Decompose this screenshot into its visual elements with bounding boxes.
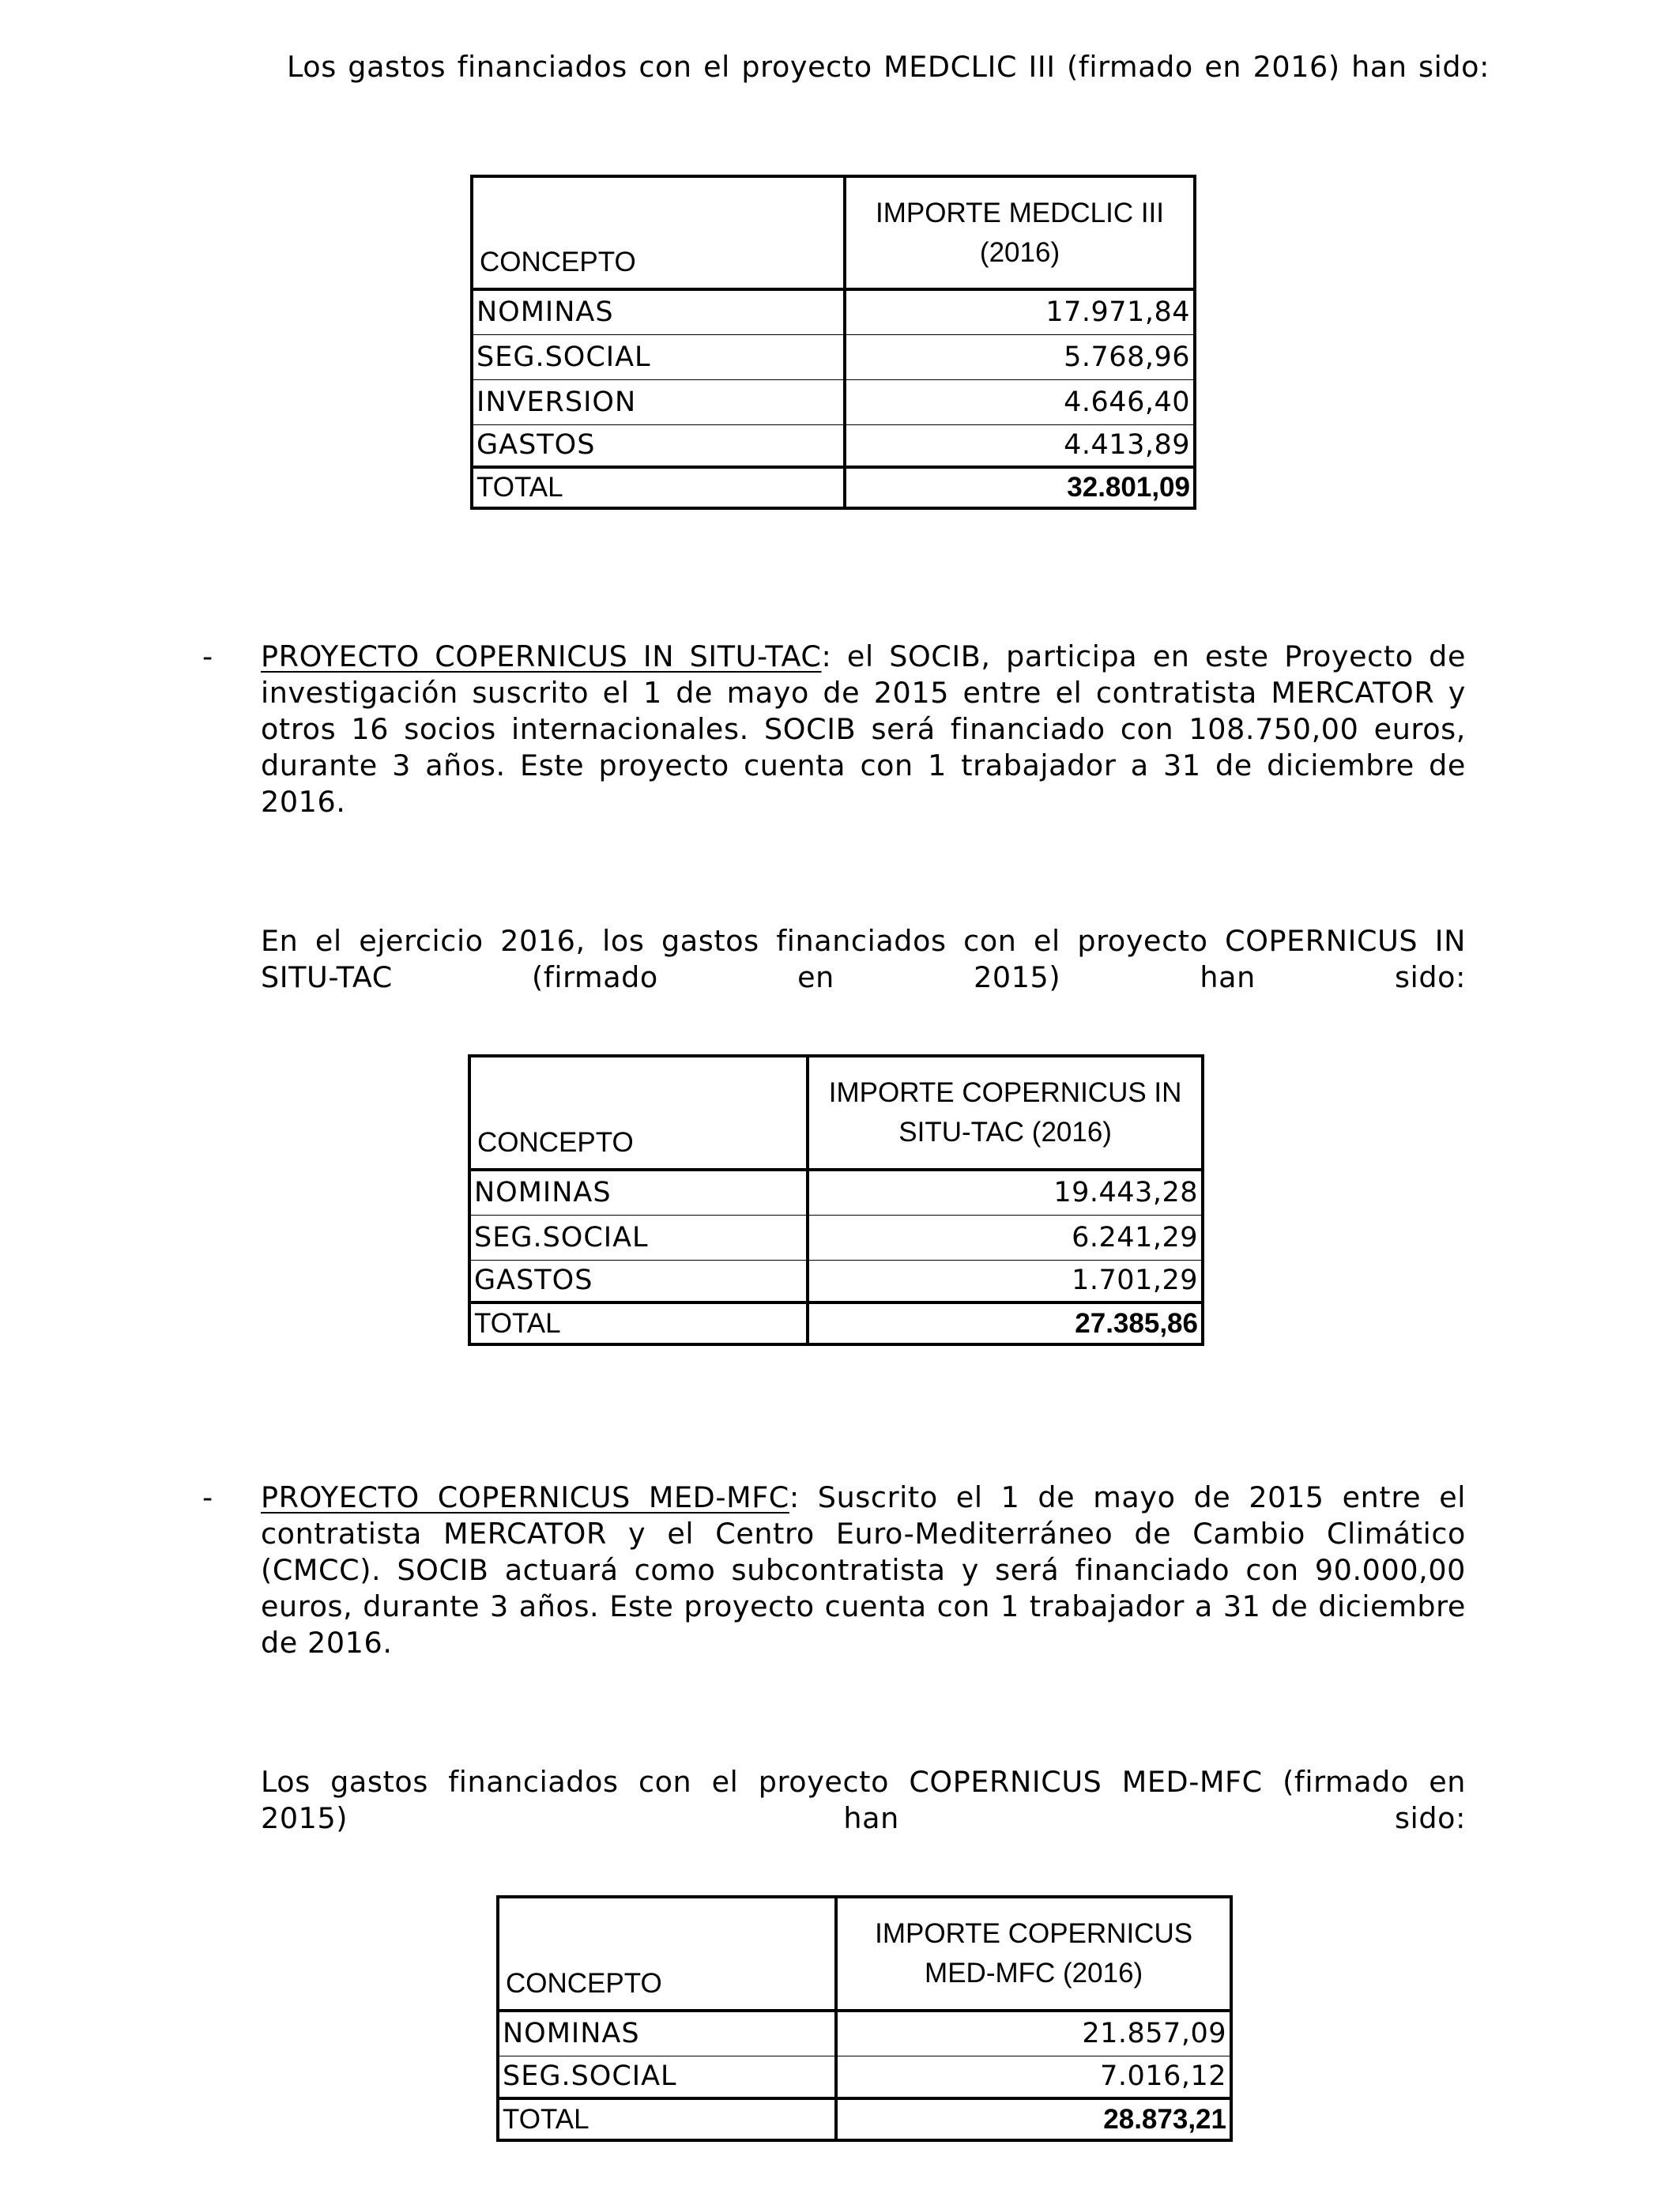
table-header-row xyxy=(469,1056,1203,1170)
table-header-row xyxy=(498,1897,1231,2011)
concept-cell: SEG.SOCIAL xyxy=(472,334,845,379)
total-amount-cell: 27.385,86 xyxy=(808,1302,1203,1344)
total-label-cell: TOTAL xyxy=(472,467,845,508)
table-row xyxy=(472,379,1195,424)
insitu-description-paragraph xyxy=(261,639,1466,820)
amount-cell: 7.016,12 xyxy=(836,2056,1231,2098)
table-header-row xyxy=(472,176,1195,289)
concept-cell: GASTOS xyxy=(469,1260,808,1302)
concept-cell: GASTOS xyxy=(472,424,845,467)
concept-column-header: CONCEPTO xyxy=(469,1056,808,1170)
total-label-cell: TOTAL xyxy=(498,2098,836,2140)
amount-cell: 5.768,96 xyxy=(845,334,1195,379)
concept-cell: INVERSION xyxy=(472,379,845,424)
table-row xyxy=(498,2056,1231,2098)
amount-cell: 17.971,84 xyxy=(845,289,1195,334)
table-row xyxy=(469,1215,1203,1260)
total-amount-cell: 28.873,21 xyxy=(836,2098,1231,2140)
insitu-intro-paragraph: En el ejercicio 2016, los gastos financiados con el proyecto COPERNICUS IN SITU-TAC (firmado en 2015) han sido: xyxy=(261,924,1466,994)
total-label-cell: TOTAL xyxy=(469,1302,808,1344)
amount-cell: 4.413,89 xyxy=(845,424,1195,467)
table-row xyxy=(472,289,1195,334)
concept-cell: NOMINAS xyxy=(498,2011,836,2056)
concept-cell: NOMINAS xyxy=(469,1170,808,1215)
table-row xyxy=(469,1170,1203,1215)
concept-column-header: CONCEPTO xyxy=(498,1897,836,2011)
medmfc-description-paragraph xyxy=(261,1480,1466,1661)
amount-column-header: IMPORTE COPERNICUS IN SITU-TAC (2016) xyxy=(808,1056,1203,1170)
medmfc-description-text: : Suscrito el 1 de mayo de 2015 entre el contratista MERCATOR y el Centro Euro-Mediterráneo de Cambio Climático (CMCC). SOCIB actuará como subcontratista y será financiado con 90.000,00 euros, durante 3 años. Este proyecto cuenta con 1 trabajador a 31 de diciembre de 2016. xyxy=(261,1480,1466,1660)
bullet-dash: - xyxy=(202,639,213,673)
table-row xyxy=(498,2011,1231,2056)
table-row xyxy=(469,1260,1203,1302)
insitu-description-text: : el SOCIB, participa en este Proyecto de investigación suscrito el 1 de mayo de 2015 entre el contratista MERCATOR y otros 16 socios internacionales. SOCIB será financiado con 108.750,00 euros, durante 3 años. Este proyecto cuenta con 1 trabajador a 31 de diciembre de 2016. xyxy=(261,639,1466,819)
concept-cell: SEG.SOCIAL xyxy=(498,2056,836,2098)
medmfc-intro-paragraph: Los gastos financiados con el proyecto COPERNICUS MED-MFC (firmado en 2015) han sido: xyxy=(261,1765,1466,1835)
amount-cell: 21.857,09 xyxy=(836,2011,1231,2056)
concept-cell: SEG.SOCIAL xyxy=(469,1215,808,1260)
amount-column-header: IMPORTE COPERNICUS MED-MFC (2016) xyxy=(836,1897,1231,2011)
amount-cell: 6.241,29 xyxy=(808,1215,1203,1260)
amount-cell: 1.701,29 xyxy=(808,1260,1203,1302)
insitu-expenses-table xyxy=(468,1054,1204,1346)
medmfc-project-title: PROYECTO COPERNICUS MED-MFC xyxy=(261,1480,789,1514)
bullet-dash: - xyxy=(202,1480,213,1514)
table-row xyxy=(472,424,1195,467)
concept-cell: NOMINAS xyxy=(472,289,845,334)
medclic-expenses-table xyxy=(470,175,1196,510)
total-amount-cell: 32.801,09 xyxy=(845,467,1195,508)
concept-column-header: CONCEPTO xyxy=(472,176,845,289)
amount-cell: 19.443,28 xyxy=(808,1170,1203,1215)
intro-medclic-paragraph: Los gastos financiados con el proyecto MEDCLIC III (firmado en 2016) han sido: xyxy=(287,50,1490,84)
insitu-project-title: PROYECTO COPERNICUS IN SITU-TAC xyxy=(261,639,822,673)
medmfc-expenses-table xyxy=(496,1895,1233,2142)
amount-cell: 4.646,40 xyxy=(845,379,1195,424)
table-total-row xyxy=(472,467,1195,508)
table-total-row xyxy=(498,2098,1231,2140)
amount-column-header: IMPORTE MEDCLIC III (2016) xyxy=(845,176,1195,289)
table-total-row xyxy=(469,1302,1203,1344)
table-row xyxy=(472,334,1195,379)
